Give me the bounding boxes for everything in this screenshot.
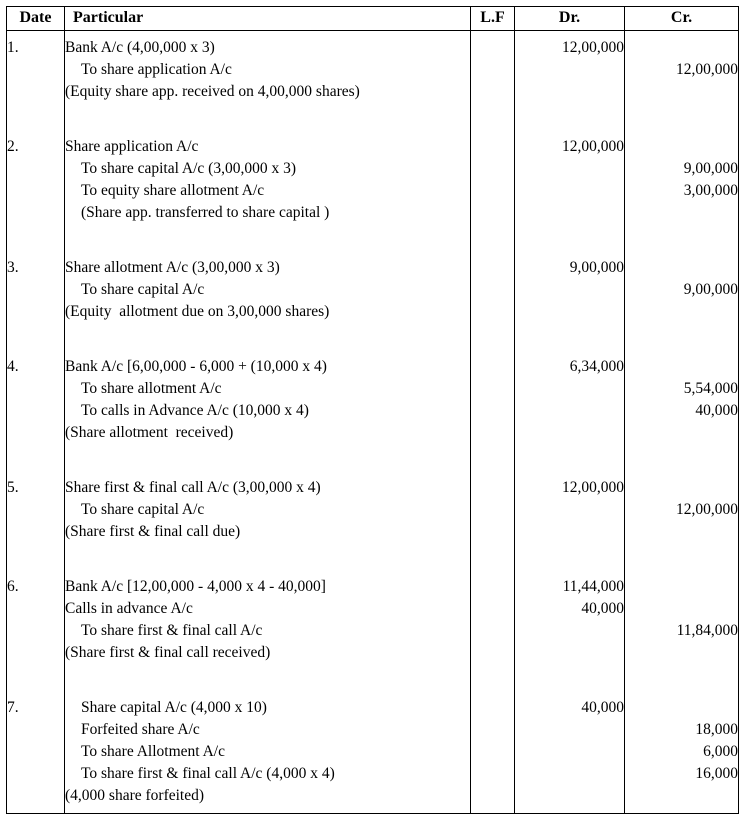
column-header-dr: Dr.: [515, 7, 625, 31]
lf-value: [471, 136, 514, 157]
lf-value: [471, 576, 514, 597]
entry-lf-cell: [471, 691, 515, 814]
table-row: [7, 691, 739, 814]
debit-amount: [515, 180, 624, 202]
particular-line: To share capital A/c (3,00,000 x 3): [81, 159, 296, 177]
particular-line: (Share app. transferred to share capital ): [81, 203, 330, 221]
credit-amount: 9,00,000: [683, 280, 738, 298]
entry-particular-cell: [65, 691, 471, 814]
credit-amount: 18,000: [695, 720, 738, 738]
credit-amount: 12,00,000: [676, 500, 738, 518]
row-spacer: [65, 444, 470, 465]
credit-amount: [625, 301, 738, 323]
credit-amount: 9,00,000: [683, 159, 738, 177]
entry-number: 2.: [7, 137, 19, 155]
column-header-date: Date: [7, 7, 65, 31]
entry-debit-cell: [515, 30, 625, 130]
debit-amount: [515, 785, 624, 807]
credit-amount: [625, 202, 738, 224]
credit-amount: 6,000: [703, 742, 738, 760]
credit-amount: [625, 642, 738, 664]
entry-debit-cell: [515, 130, 625, 251]
debit-amount: [515, 642, 624, 664]
entry-debit-cell: [515, 350, 625, 471]
entry-number: 7.: [7, 698, 19, 716]
column-header-cr: Cr.: [625, 7, 739, 31]
entry-date-cell: [7, 350, 65, 471]
particular-line: Forfeited share A/c: [81, 720, 200, 738]
debit-amount: 9,00,000: [569, 258, 624, 276]
entry-number: 6.: [7, 577, 19, 595]
entry-lf-cell: [471, 251, 515, 350]
column-header-particular: Particular: [65, 7, 471, 31]
particular-line: To share capital A/c: [81, 280, 205, 298]
entry-particular-cell: [65, 251, 471, 350]
lf-value: [471, 356, 514, 377]
particular-line: Share capital A/c (4,000 x 10): [81, 698, 267, 716]
entry-date-cell: [7, 471, 65, 570]
credit-amount: [625, 477, 738, 499]
column-header-lf: L.F: [471, 7, 515, 31]
credit-amount: [625, 422, 738, 444]
debit-amount: [515, 378, 624, 400]
entry-credit-cell: [625, 30, 739, 130]
entry-particular-cell: [65, 30, 471, 130]
debit-amount: 12,00,000: [562, 478, 624, 496]
particular-line: (4,000 share forfeited): [65, 786, 205, 804]
credit-amount: [625, 521, 738, 543]
entry-credit-cell: [625, 570, 739, 691]
debit-amount: 12,00,000: [562, 137, 624, 155]
credit-amount: [625, 37, 738, 59]
debit-amount: 6,34,000: [569, 357, 624, 375]
credit-amount: [625, 598, 738, 620]
table-row: [7, 30, 739, 130]
debit-amount: [515, 279, 624, 301]
table-row: [7, 350, 739, 471]
debit-amount: 12,00,000: [562, 38, 624, 56]
entry-credit-cell: [625, 130, 739, 251]
particular-line: Calls in advance A/c: [65, 599, 193, 617]
entry-date-cell: [7, 130, 65, 251]
credit-amount: [625, 785, 738, 807]
entry-particular-cell: [65, 350, 471, 471]
debit-amount: [515, 158, 624, 180]
entry-number: 5.: [7, 478, 19, 496]
lf-value: [471, 697, 514, 718]
particular-line: To share capital A/c: [81, 500, 205, 518]
entry-date-cell: [7, 570, 65, 691]
particular-line: (Share first & final call due): [65, 522, 241, 540]
entry-lf-cell: [471, 350, 515, 471]
debit-amount: 40,000: [581, 698, 624, 716]
debit-amount: [515, 499, 624, 521]
row-spacer: [65, 224, 470, 245]
credit-amount: 40,000: [695, 401, 738, 419]
debit-amount: [515, 719, 624, 741]
table-row: [7, 251, 739, 350]
entry-lf-cell: [471, 30, 515, 130]
entry-number: 3.: [7, 258, 19, 276]
entry-credit-cell: [625, 350, 739, 471]
entry-date-cell: [7, 30, 65, 130]
particular-line: To equity share allotment A/c: [81, 181, 265, 199]
entry-credit-cell: [625, 251, 739, 350]
credit-amount: 3,00,000: [683, 181, 738, 199]
debit-amount: [515, 521, 624, 543]
entry-particular-cell: [65, 570, 471, 691]
particular-line: Bank A/c [12,00,000 - 4,000 x 4 - 40,000]: [65, 577, 326, 595]
entry-debit-cell: [515, 691, 625, 814]
debit-amount: [515, 763, 624, 785]
debit-amount: [515, 400, 624, 422]
entry-lf-cell: [471, 570, 515, 691]
lf-value: [471, 477, 514, 498]
entry-number: 4.: [7, 357, 19, 375]
credit-amount: [625, 81, 738, 103]
entry-date-cell: [7, 691, 65, 814]
row-spacer: [65, 664, 470, 685]
table-body: [7, 30, 739, 813]
lf-value: [471, 37, 514, 58]
debit-amount: [515, 741, 624, 763]
table-row: [7, 130, 739, 251]
debit-amount: [515, 202, 624, 224]
particular-line: Bank A/c (4,00,000 x 3): [65, 38, 215, 56]
debit-amount: [515, 422, 624, 444]
particular-line: To share Allotment A/c: [81, 742, 225, 760]
entry-lf-cell: [471, 130, 515, 251]
particular-line: Bank A/c [6,00,000 - 6,000 + (10,000 x 4): [65, 357, 327, 375]
particular-line: (Equity allotment due on 3,00,000 shares): [65, 302, 330, 320]
credit-amount: [625, 136, 738, 158]
particular-line: (Share first & final call received): [65, 643, 271, 661]
particular-line: To share first & final call A/c: [81, 621, 263, 639]
table-header: [7, 7, 739, 31]
particular-line: To share allotment A/c: [81, 379, 222, 397]
particular-line: Share application A/c: [65, 137, 199, 155]
particular-line: Share allotment A/c (3,00,000 x 3): [65, 258, 280, 276]
entry-particular-cell: [65, 471, 471, 570]
credit-amount: 11,84,000: [676, 621, 738, 639]
debit-amount: [515, 301, 624, 323]
entry-credit-cell: [625, 691, 739, 814]
row-spacer: [65, 543, 470, 564]
header-row: [7, 7, 739, 31]
debit-amount: [515, 620, 624, 642]
credit-amount: [625, 356, 738, 378]
debit-amount: [515, 59, 624, 81]
credit-amount: [625, 697, 738, 719]
journal-entries-table: [6, 6, 739, 814]
particular-line: To share application A/c: [81, 60, 232, 78]
credit-amount: 16,000: [695, 764, 738, 782]
credit-amount: 5,54,000: [683, 379, 738, 397]
entry-lf-cell: [471, 471, 515, 570]
particular-line: Share first & final call A/c (3,00,000 x 4): [65, 478, 321, 496]
entry-debit-cell: [515, 570, 625, 691]
table-row: [7, 471, 739, 570]
entry-credit-cell: [625, 471, 739, 570]
table-row: [7, 570, 739, 691]
entry-number: 1.: [7, 38, 19, 56]
credit-amount: 12,00,000: [676, 60, 738, 78]
row-spacer: [65, 103, 470, 124]
entry-debit-cell: [515, 471, 625, 570]
debit-amount: [515, 81, 624, 103]
particular-line: (Share allotment received): [65, 423, 234, 441]
entry-debit-cell: [515, 251, 625, 350]
row-spacer: [65, 323, 470, 344]
particular-line: To calls in Advance A/c (10,000 x 4): [81, 401, 309, 419]
credit-amount: [625, 257, 738, 279]
credit-amount: [625, 576, 738, 598]
debit-amount: 11,44,000: [562, 577, 624, 595]
lf-value: [471, 257, 514, 278]
entry-particular-cell: [65, 130, 471, 251]
entry-date-cell: [7, 251, 65, 350]
particular-line: (Equity share app. received on 4,00,000 shares): [65, 82, 360, 100]
debit-amount: 40,000: [581, 599, 624, 617]
particular-line: To share first & final call A/c (4,000 x 4): [81, 764, 335, 782]
